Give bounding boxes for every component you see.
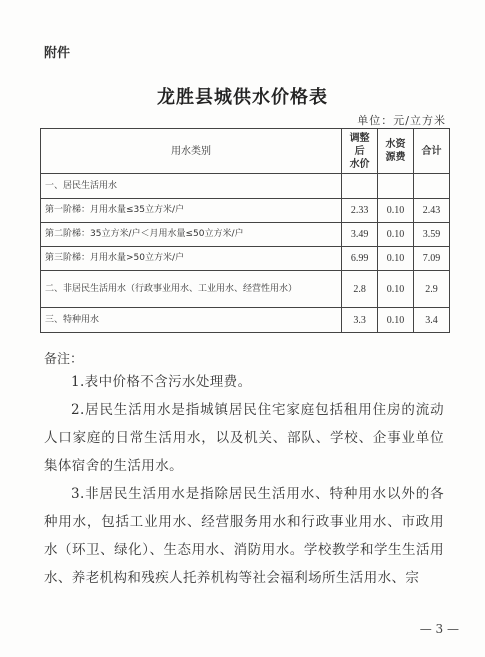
row-total: 7.09 (414, 247, 450, 271)
header-resource-fee-line2: 源费 (385, 152, 406, 163)
row-total: 3.4 (414, 308, 450, 333)
row-price: 2.33 (342, 199, 378, 223)
row-fee: 0.10 (378, 223, 414, 247)
row-category: 一、居民生活用水 (41, 174, 342, 199)
table-row (41, 174, 450, 199)
attachment-label: 附件 (44, 46, 71, 61)
notes-label: 备注： (44, 352, 84, 367)
row-price: 3.3 (342, 308, 378, 333)
note-item-2 (44, 396, 444, 480)
unit-label: 单位：元/立方米 (357, 114, 446, 127)
header-total-label: 合计 (421, 145, 442, 157)
header-adjusted-price (342, 129, 378, 174)
row-fee: 0.10 (378, 247, 414, 271)
header-category (41, 129, 342, 174)
row-fee: 0.10 (378, 308, 414, 333)
row-total: 3.59 (414, 223, 450, 247)
table-row (41, 308, 450, 333)
row-total (414, 174, 450, 199)
row-fee (378, 174, 414, 199)
table-header-row (41, 129, 450, 174)
table-row (41, 247, 450, 271)
note-text: 1.表中价格不含污水处理费。 (71, 374, 252, 390)
table-row (41, 199, 450, 223)
row-price: 2.8 (342, 271, 378, 308)
note-item-1 (44, 368, 444, 396)
table-row (41, 271, 450, 308)
header-resource-fee (378, 129, 414, 174)
row-category: 第一阶梯：月用水量≤35立方米/户 (41, 199, 342, 223)
row-category: 第三阶梯：月用水量>50立方米/户 (41, 247, 342, 271)
note-text: 2.居民生活用水是指城镇居民住宅家庭包括租用住房的流动人口家庭的日常生活用水，以及机关、部队、学校、企事业单位集体宿舍的生活用水。 (44, 402, 444, 474)
table-row (41, 223, 450, 247)
note-item-3 (44, 480, 444, 592)
row-price: 6.99 (342, 247, 378, 271)
header-adjusted-price-line1: 调整后 (349, 132, 370, 157)
header-total (414, 129, 450, 174)
header-category-label: 用水类别 (171, 145, 212, 157)
row-category: 三、特种用水 (41, 308, 342, 333)
row-total: 2.43 (414, 199, 450, 223)
row-category: 二、非居民生活用水（行政事业用水、工业用水、经营性用水） (41, 271, 342, 308)
header-resource-fee-line1: 水资 (385, 139, 406, 150)
note-text: 3.非居民生活用水是指除居民生活用水、特种用水以外的各种用水，包括工业用水、经营服务用水和行政事业用水、市政用水（环卫、绿化）、生态用水、消防用水。学校教学和学生生活用水、养老机构和残疾人托养机构等社会福利场所生活用水、宗 (44, 486, 444, 586)
page-number: — 3 — (419, 622, 459, 636)
page-title: 龙胜县城供水价格表 (157, 87, 328, 108)
row-price: 3.49 (342, 223, 378, 247)
row-price (342, 174, 378, 199)
price-table (40, 128, 450, 333)
row-fee: 0.10 (378, 271, 414, 308)
row-category: 第二阶梯：35立方米/户＜月用水量≤50立方米/户 (41, 223, 342, 247)
row-fee: 0.10 (378, 199, 414, 223)
header-adjusted-price-line2: 水价 (349, 158, 370, 170)
row-total: 2.9 (414, 271, 450, 308)
